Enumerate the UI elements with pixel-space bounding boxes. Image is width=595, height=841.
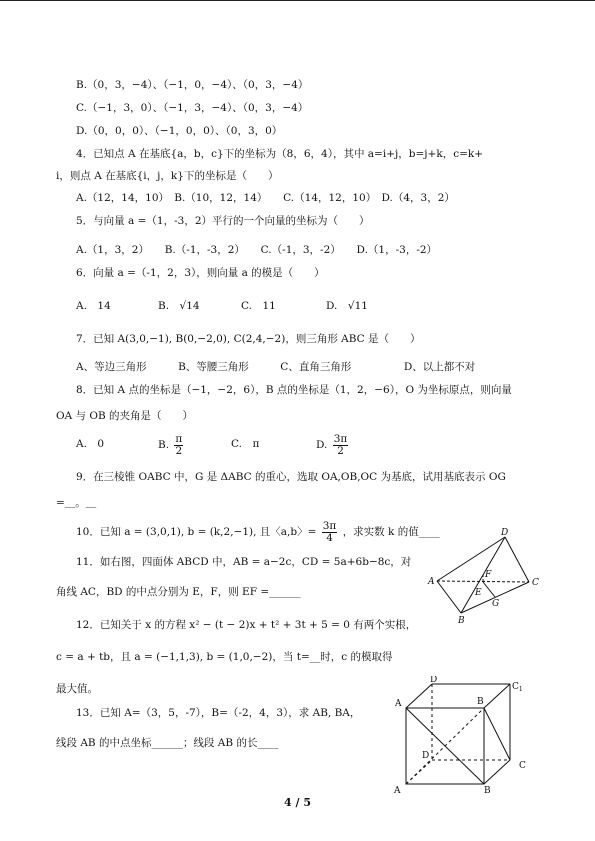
- q8-option-d-num: 3π: [333, 432, 348, 445]
- cube-label-a1: A: [395, 699, 402, 709]
- q10-fraction-den: 4: [326, 531, 333, 544]
- q6-stem: 6．向量 a =（-1，2，3），则向量 a 的模是（ ）: [76, 267, 325, 279]
- tetra-label-c: C: [532, 578, 539, 588]
- q8-stem-line1: 8．已知 A 点的坐标是（−1，−2，6），B 点的坐标是（1，2，−6），O 为坐标原点，则向量: [76, 384, 512, 396]
- q8-option-d-fraction: [333, 434, 349, 457]
- q4-stem-line1: 4．已知点 A 在基底{a，b，c}下的坐标为（8，6，4），其中 a=i+j，b=j+k，c=k+: [76, 148, 484, 160]
- cube-edge-a1d1: [406, 684, 432, 708]
- cube-diagonal-b1c: [484, 708, 510, 760]
- tetrahedron-figure: [425, 525, 545, 625]
- q10-fraction-num: 3π: [322, 519, 337, 532]
- q6-option-d: D. √11: [326, 300, 368, 312]
- q4-options: A.（12，14，10） B.（10，12，14） C.（14，12，10） D.（4，3，2）: [76, 192, 455, 204]
- q10-fraction: [322, 521, 338, 544]
- cube-label-d: D: [422, 751, 430, 761]
- edge-ad: [437, 537, 505, 581]
- q6-option-a: A. 14: [76, 300, 111, 312]
- cube-edge-ad: [406, 760, 432, 784]
- q11-stem-line2: 角线 AC，BD 的中点分别为 E，F，则 EF =______: [56, 586, 301, 598]
- q6-option-c: C. 11: [241, 300, 276, 312]
- cube-edge-b1c1: [484, 684, 510, 708]
- q8-option-d: [316, 431, 350, 459]
- q7-options: A、等边三角形 B、等腰三角形 C、直角三角形 D、以上都不对: [76, 361, 476, 373]
- cube-label-b1: B: [477, 697, 484, 707]
- q9-answer-line: =＿。＿: [56, 497, 97, 509]
- edge-ab: [437, 581, 461, 613]
- q10-stem: [76, 518, 440, 546]
- q4-stem-line2: i，则点 A 在基底{i，j，k}下的坐标是（ ）: [56, 170, 279, 182]
- cube-edge-bc: [484, 760, 510, 784]
- q8-option-b-den: 2: [175, 444, 183, 457]
- cube-label-c1: [512, 682, 523, 693]
- q8-option-c: C. π: [231, 438, 260, 450]
- cube-label-c1-letter: C: [512, 682, 519, 692]
- q8-option-b-label: B.: [158, 439, 170, 451]
- q5-stem: 5．与向量 a =（1，-3，2）平行的一个向量的坐标为（ ）: [76, 215, 370, 227]
- tetra-label-e: E: [475, 588, 482, 598]
- cube-label-d1: D: [430, 676, 438, 685]
- q8-option-b-fraction: [174, 434, 183, 457]
- cube-figure: [392, 676, 542, 796]
- segment-eg: [483, 582, 495, 597]
- cube-label-c1-sub: 1: [518, 686, 523, 693]
- cube-label-a: A: [394, 786, 401, 796]
- edge-dc: [505, 537, 529, 582]
- cube-label-b: B: [484, 786, 491, 796]
- q12-stem-line2: c = a + tb，且 a = (−1,1,3), b = (1,0,−2)，当 t=__时，c 的模取得: [56, 651, 393, 663]
- q8-stem-line2: OA 与 OB 的夹角是（ ）: [56, 410, 194, 422]
- q8-option-b: [158, 431, 185, 459]
- q12-stem-line1: 12．已知关于 x 的方程 x² − (t − 2)x + t² + 3t + 5 = 0 有两个实根，: [76, 619, 417, 631]
- edge-ac: [437, 581, 529, 582]
- page-top-border: [0, 0, 595, 1]
- cube-label-c: C: [519, 761, 526, 771]
- q3-option-c: C.（−1，3，0）、（−1，3，−4）、（0，3，−4）: [76, 102, 309, 114]
- q10-stem-post: ，求实数 k 的值____: [342, 526, 440, 538]
- q13-stem-line2: 线段 AB 的中点坐标______；线段 AB 的长____: [56, 737, 279, 749]
- tetra-label-g: G: [492, 599, 500, 609]
- tetra-label-b: B: [458, 616, 465, 625]
- q12-stem-line3: 最大值。: [56, 683, 98, 695]
- tetra-label-f: F: [485, 570, 492, 580]
- tetra-label-a: A: [428, 577, 435, 587]
- page-number: 4 / 5: [284, 796, 311, 809]
- q6-option-b: B. √14: [158, 300, 200, 312]
- q5-options: A.（1，3，2） B.（-1，-3，2） C.（-1，3，-2） D.（1，-3，-2）: [76, 244, 438, 256]
- tetra-label-d: D: [501, 528, 509, 538]
- q13-stem-line1: 13．已知 A=（3，5，-7），B=（-2，4，3），求 AB, BA，: [76, 707, 361, 719]
- q3-option-d: D.（0，0，0）、（−1，0，0）、（0，3，0）: [76, 125, 283, 137]
- q10-stem-pre: 10．已知 a = (3,0,1), b = (k,2,−1), 且〈a,b〉=: [76, 526, 317, 538]
- q8-option-d-den: 2: [337, 444, 344, 457]
- q3-option-b: B.（0，3，−4）、（−1，0，−4）、（0，3，−4）: [76, 79, 309, 91]
- q8-option-b-num: π: [175, 432, 183, 445]
- q11-stem-line1: 11．如右图，四面体 ABCD 中，AB = a−2c，CD = 5a+6b−8c，对: [76, 556, 412, 568]
- q8-option-a: A. 0: [76, 438, 105, 450]
- q9-stem: 9．在三棱锥 OABC 中，G 是 ΔABC 的重心，选取 OA,OB,OC 为基底，试用基底表示 OG: [76, 471, 506, 483]
- q8-option-d-label: D.: [316, 439, 328, 451]
- q7-stem: 7．已知 A(3,0,−1), B(0,−2,0), C(2,4,−2)，则三角形 ABC 是（ ）: [76, 333, 421, 345]
